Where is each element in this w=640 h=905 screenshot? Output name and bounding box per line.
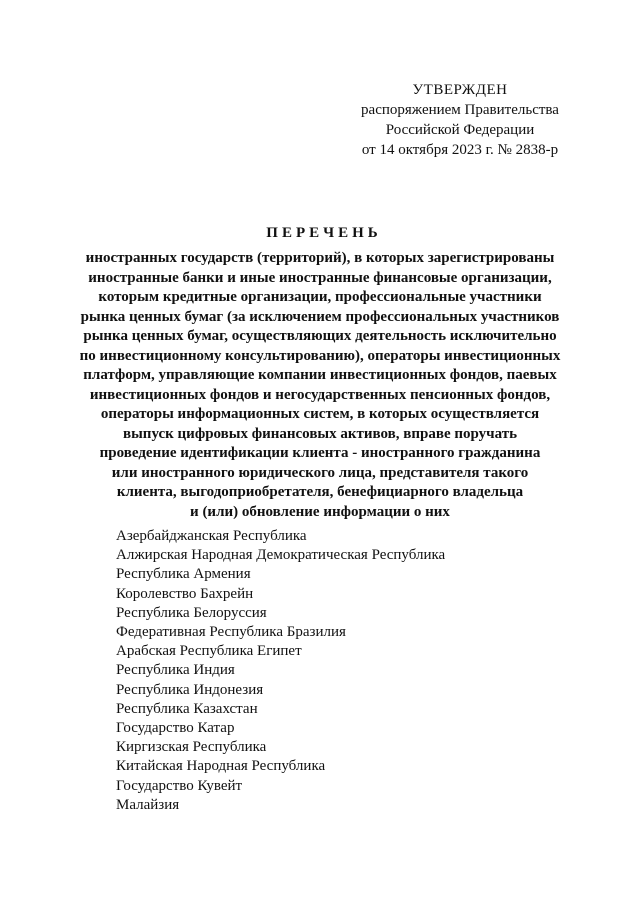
subtitle-line: рынка ценных бумаг, осуществляющих деятельность исключительно [83, 328, 557, 344]
subtitle-line: клиента, выгодоприобретателя, бенефициарного владельца [116, 484, 524, 500]
list-item: Государство Катар [116, 720, 235, 737]
list-item: Республика Индонезия [116, 681, 264, 698]
approval-block [340, 80, 580, 160]
list-item: Китайская Народная Республика [116, 758, 326, 775]
subtitle-line: проведение идентификации клиента - иностранного гражданина [99, 445, 541, 461]
subtitle-line: по инвестиционному консультированию), операторы инвестиционных [79, 347, 561, 364]
subtitle-line: которым кредитные организации, профессиональные участники [98, 289, 542, 305]
subtitle-line: операторы информационных систем, в которых осуществляется [100, 406, 540, 422]
subtitle-line: и (или) обновление информации о них [190, 503, 450, 520]
document-subtitle [60, 249, 580, 522]
approval-line: распоряжением Правительства [361, 102, 559, 118]
approval-stamp: УТВЕРЖДЕН [412, 82, 508, 98]
subtitle-line: инвестиционных фондов и негосударственных пенсионных фондов, [89, 386, 551, 403]
subtitle-line: рынка ценных бумаг (за исключением профессиональных участников [80, 308, 560, 325]
subtitle-line: иностранных государств (территорий), в которых зарегистрированы [85, 250, 555, 266]
list-item: Республика Индия [116, 662, 235, 679]
list-item: Королевство Бахрейн [116, 585, 254, 602]
document-title: ПЕРЕЧЕНЬ [266, 225, 382, 241]
list-item: Республика Армения [116, 566, 251, 583]
list-item: Федеративная Республика Бразилия [116, 624, 346, 641]
list-item: Азербайджанская Республика [116, 528, 307, 544]
list-item: Киргизская Республика [116, 739, 267, 756]
list-item: Республика Казахстан [116, 700, 258, 717]
subtitle-line: или иностранного юридического лица, представителя такого [111, 464, 529, 481]
subtitle-line: платформ, управляющие компании инвестиционных фондов, паевых [83, 367, 557, 383]
country-list [116, 527, 445, 815]
approval-line: Российской Федерации [385, 122, 535, 138]
list-item: Государство Кувейт [116, 777, 243, 794]
list-item: Арабская Республика Египет [116, 643, 302, 660]
list-item: Малайзия [116, 796, 180, 813]
list-item: Республика Белоруссия [116, 604, 267, 621]
subtitle-line: выпуск цифровых финансовых активов, вправе поручать [122, 425, 518, 442]
subtitle-line: иностранные банки и иные иностранные финансовые организации, [88, 269, 552, 286]
list-item: Алжирская Народная Демократическая Республика [116, 547, 446, 564]
approval-line: от 14 октября 2023 г. № 2838-р [361, 142, 559, 158]
